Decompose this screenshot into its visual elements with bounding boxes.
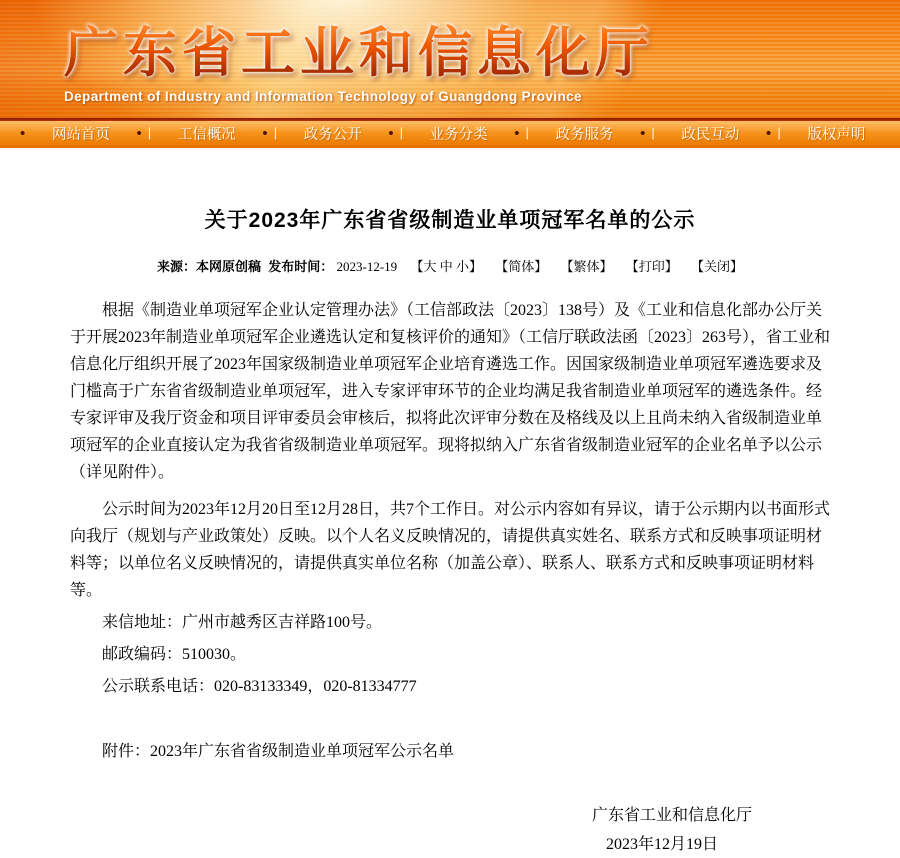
main-nav [0,121,900,145]
nav-item-gov-affairs[interactable]: 政务公开 [303,126,362,143]
article-meta [70,256,830,275]
close-button[interactable]: 【关闭】 [691,259,744,274]
signature-block [70,805,830,856]
nav-separator: | [777,124,781,140]
simplified-chinese-button[interactable]: 【简体】 [495,259,548,274]
article-container [0,148,900,858]
nav-separator: | [651,124,655,140]
site-banner [0,0,900,118]
signature-date: 2023年12月19日 [605,836,718,853]
nav-item-overview[interactable]: 工信概况 [177,126,236,143]
bullet-icon: • [388,124,394,142]
bullet-icon: • [640,124,646,142]
bullet-icon: • [766,124,772,142]
article-paragraph: 根据《制造业单项冠军企业认定管理办法》（工信部政法〔2023〕138号）及《工业和信息化部办公厅关于开展2023年制造业单项冠军企业遴选认定和复核评价的通知》（工信厅联政法函〔2023〕263号），省工业和信息化厅组织开展了2023年国家级制造业单项冠军企业培育遴选工作。因国家级制造业单项冠军遴选要求及门槛高于广东省省级制造业单项冠军，进入专家评审环节的企业均满足我省制造业单项冠军的遴选条件。经专家评审及我厅资金和项目评审委员会审核后，拟将此次评审分数在及格线及以上且尚未纳入省级制造业单项冠军的企业直接认定为我省省级制造业单项冠军。现将拟纳入广东省省级制造业冠军的企业名单予以公示（详见附件）。 [70,302,831,481]
contact-phone-line: 公示联系电话：020-83133349，020-81334777 [102,678,417,695]
source-label: 来源： [156,259,196,274]
nav-separator: | [147,124,152,140]
print-button[interactable]: 【打印】 [625,259,678,274]
nav-separator: | [399,124,403,140]
traditional-chinese-button[interactable]: 【繁体】 [560,259,613,274]
nav-item-interaction[interactable]: 政民互动 [681,126,740,143]
site-title: 广东省工业和信息化厅 [64,23,654,83]
bullet-icon: • [136,124,142,142]
mail-address-line: 来信地址：广州市越秀区吉祥路100号。 [102,614,383,631]
font-size-control[interactable]: 【大 中 小】 [410,259,482,274]
postcode-line: 邮政编码：510030。 [102,646,247,663]
publish-date: 2023-12-19 [336,259,398,274]
nav-item-business[interactable]: 业务分类 [429,126,488,143]
nav-separator: | [525,124,529,140]
article-title: 关于2023年广东省省级制造业单项冠军名单的公示 [204,209,696,232]
bullet-icon: • [514,124,520,142]
site-identity [64,24,654,104]
nav-separator: | [273,124,278,140]
nav-item-services[interactable]: 政务服务 [555,126,614,143]
bullet-icon: • [262,124,268,142]
nav-item-copyright[interactable]: 版权声明 [807,126,866,143]
nav-item-home[interactable]: 网站首页 [51,126,110,143]
attachment-line: 附件：2023年广东省省级制造业单项冠军公示名单 [102,743,455,760]
site-subtitle: Department of Industry and Information Technology of Guangdong Province [64,89,582,105]
bullet-icon: • [20,124,26,142]
source-value: 本网原创稿 [195,259,261,274]
article-paragraph: 公示时间为2023年12月20日至12月28日，共7个工作日。对公示内容如有异议，请于公示期内以书面形式向我厅（规划与产业政策处）反映。以个人名义反映情况的，请提供真实姓名、联系方式和反映事项证明材料等；以单位名义反映情况的，请提供真实单位名称（加盖公章）、联系人、联系方式和反映事项证明材料等。 [70,501,831,599]
signature-org: 广东省工业和信息化厅 [591,807,752,824]
article-body [70,297,830,856]
publish-time-label: 发布时间： [268,259,334,274]
